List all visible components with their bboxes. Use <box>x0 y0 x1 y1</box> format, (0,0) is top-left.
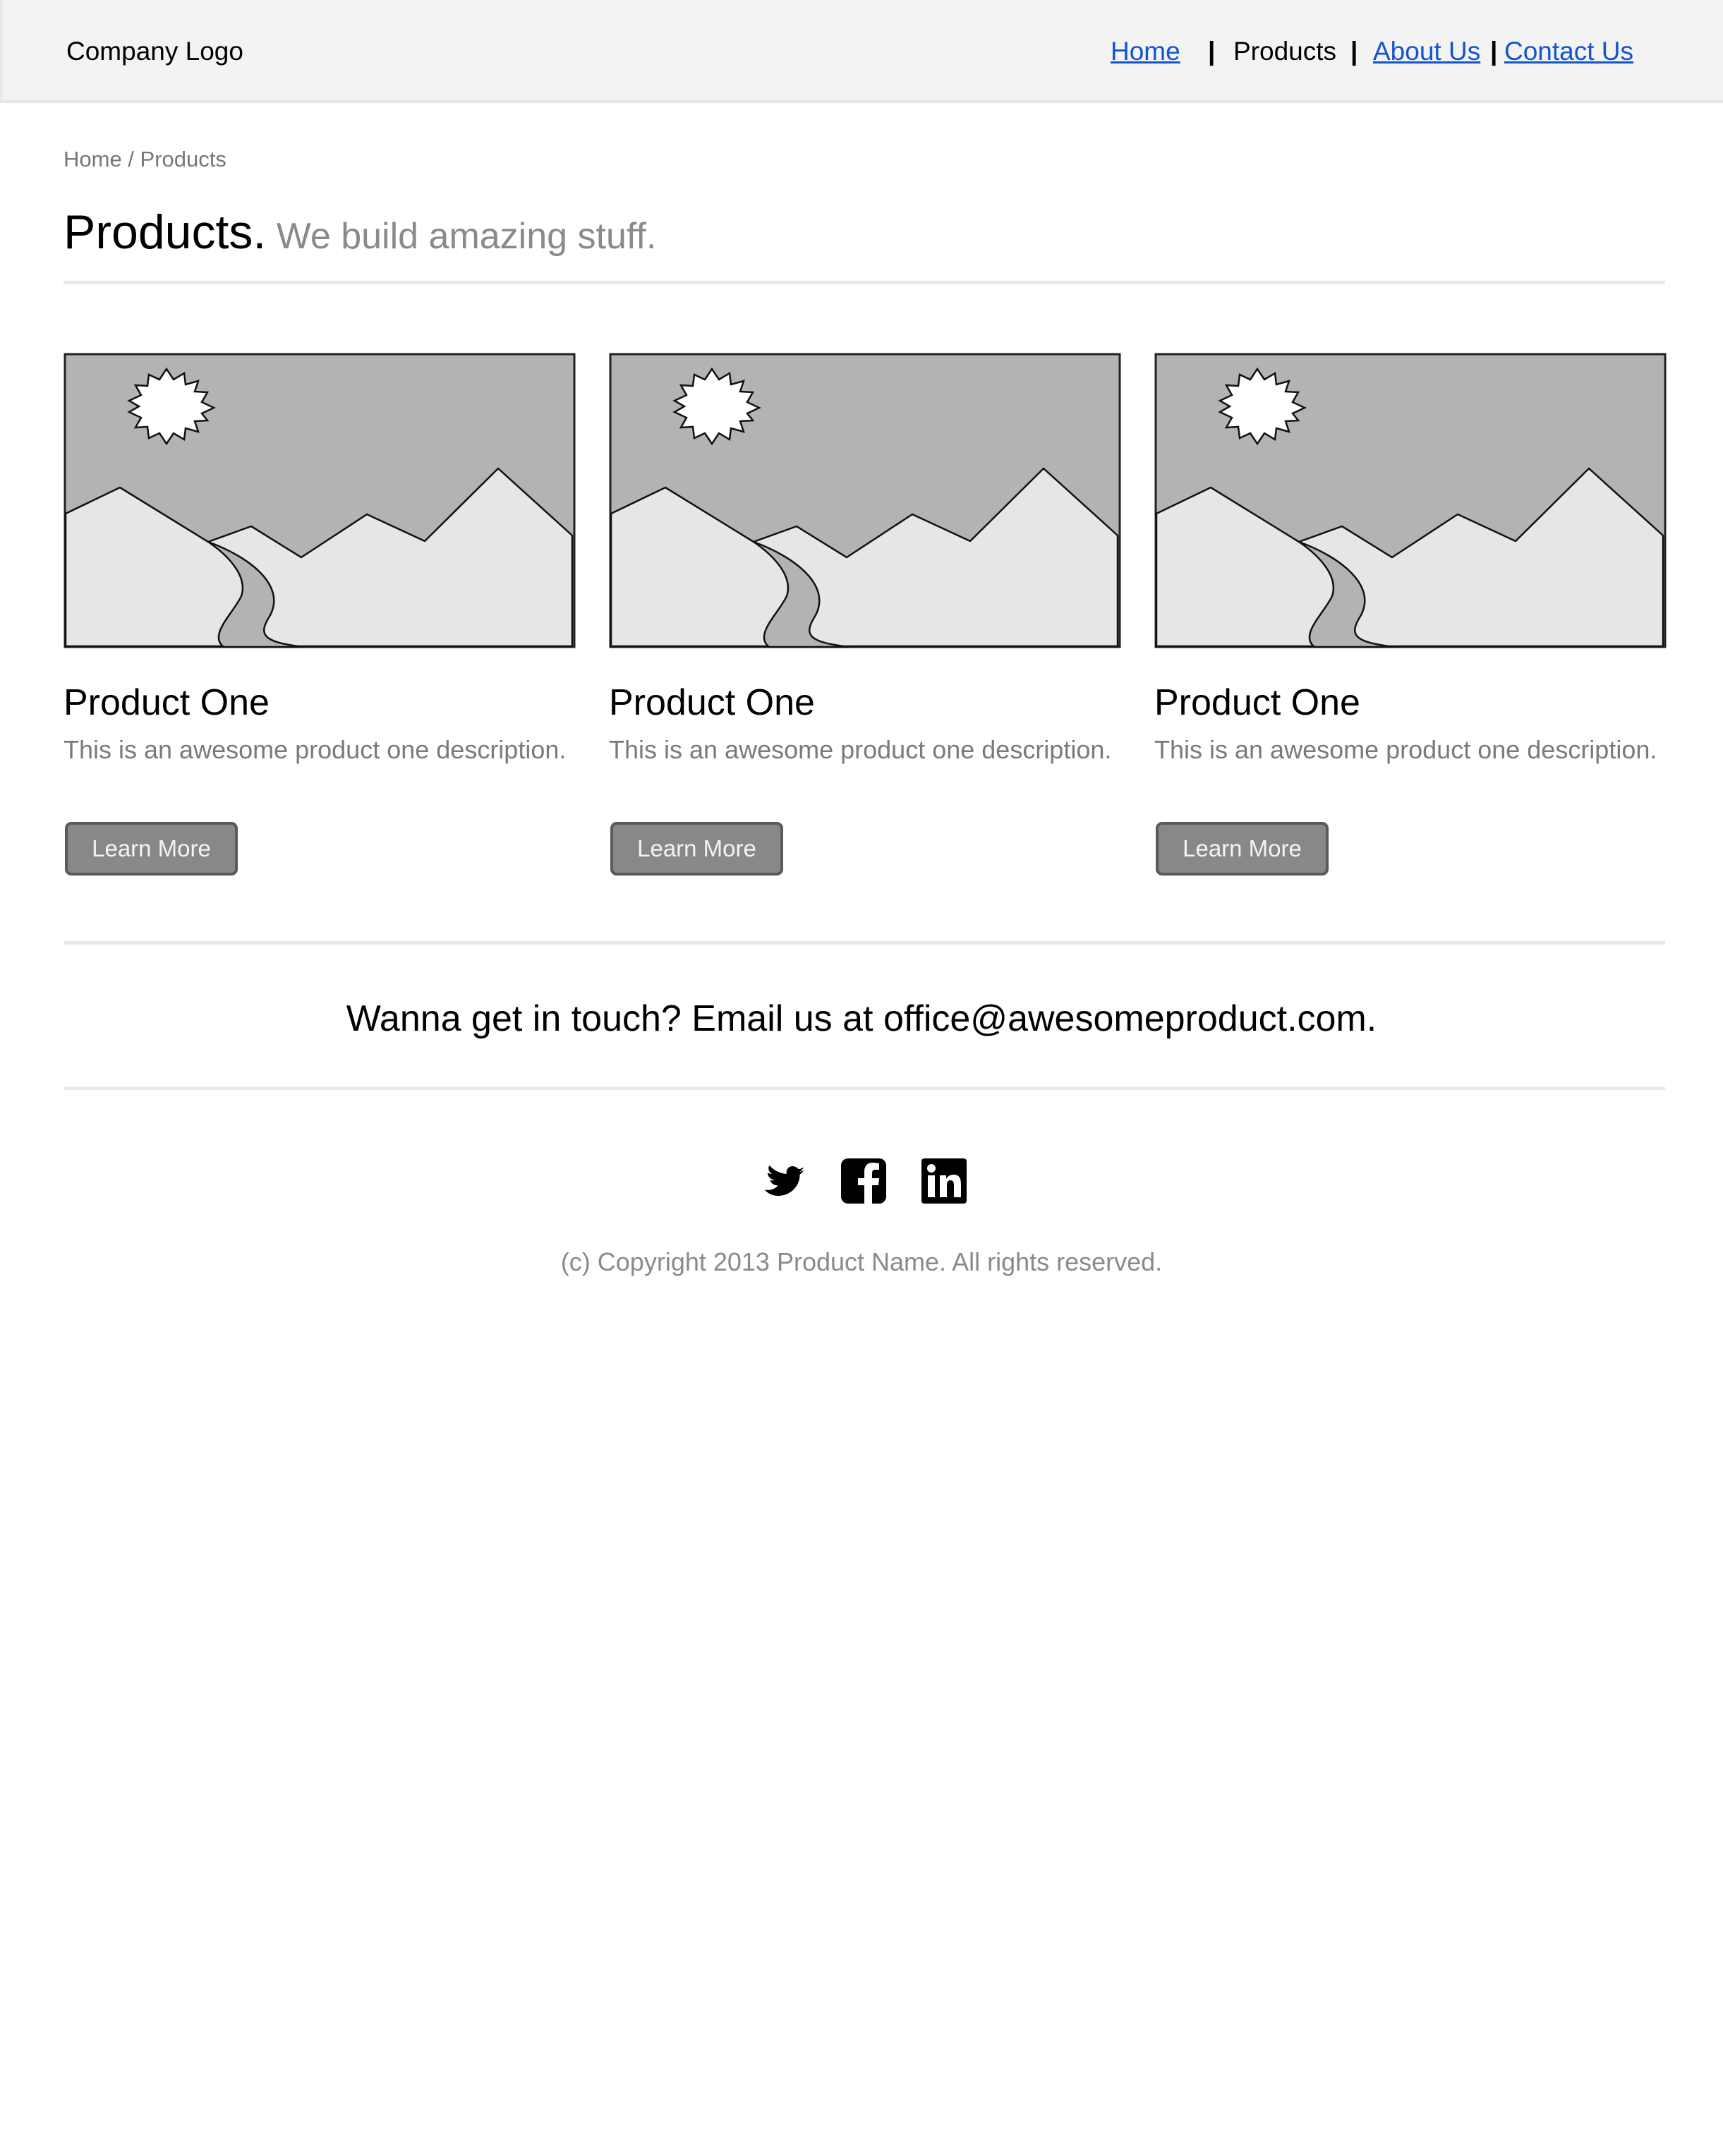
footer-divider <box>64 1086 1665 1090</box>
facebook-icon[interactable] <box>841 1158 886 1204</box>
twitter-icon[interactable] <box>761 1158 806 1204</box>
product-description: This is an awesome product one description. <box>609 735 1112 764</box>
nav-products-current[interactable]: Products <box>1233 37 1337 66</box>
product-name: Product One <box>1154 682 1360 723</box>
nav-separator: | <box>1208 37 1216 66</box>
nav-separator: | <box>1350 37 1358 66</box>
linkedin-icon[interactable] <box>921 1158 967 1204</box>
nav-contact-link[interactable]: Contact Us <box>1504 37 1634 66</box>
product-image-placeholder <box>1154 353 1667 648</box>
top-navbar <box>0 0 1723 103</box>
product-card <box>64 353 576 861</box>
page-title: Products. <box>64 205 267 259</box>
product-image-placeholder <box>609 353 1121 648</box>
product-card <box>609 353 1121 861</box>
main-nav <box>1109 37 1723 69</box>
company-logo[interactable]: Company Logo <box>66 37 243 66</box>
page-heading <box>64 205 656 260</box>
product-description: This is an awesome product one description. <box>1154 735 1657 764</box>
breadcrumb[interactable]: Home / Products <box>64 147 226 171</box>
contact-cta: Wanna get in touch? Email us at office@awesomeproduct.com. <box>346 998 1377 1039</box>
product-name: Product One <box>609 682 815 723</box>
learn-more-button[interactable]: Learn More <box>610 822 783 876</box>
nav-about-link[interactable]: About Us <box>1373 37 1481 66</box>
product-image-placeholder <box>64 353 576 648</box>
product-card <box>1154 353 1667 861</box>
product-description: This is an awesome product one description. <box>64 735 567 764</box>
header-divider <box>64 281 1665 284</box>
nav-home-link[interactable]: Home <box>1111 37 1180 66</box>
learn-more-button[interactable]: Learn More <box>65 822 238 876</box>
learn-more-button[interactable]: Learn More <box>1156 822 1329 876</box>
content-divider <box>64 941 1665 945</box>
page-tagline: We build amazing stuff. <box>276 216 657 257</box>
nav-separator: | <box>1490 37 1498 66</box>
copyright-text: (c) Copyright 2013 Product Name. All rights reserved. <box>560 1247 1163 1276</box>
product-name: Product One <box>64 682 270 723</box>
